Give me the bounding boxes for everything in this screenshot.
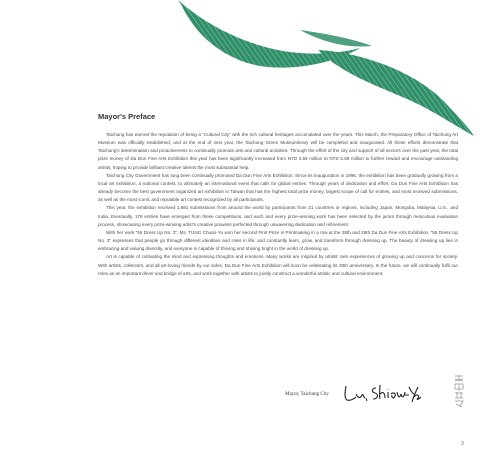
page-number: 3 bbox=[461, 441, 464, 447]
seal-stamp bbox=[452, 374, 466, 408]
preface-body bbox=[98, 131, 458, 278]
signature-title: Mayor, Taichung City bbox=[285, 392, 329, 397]
page-title: Mayor's Preface bbox=[98, 112, 156, 121]
leaf-stroke-right bbox=[318, 50, 474, 136]
leaf-stroke-tip bbox=[300, 30, 372, 46]
paragraph: With her work “55 Dress Up No. 3”, Ms. TUNG Chuan-Yu won her second First Prize in Printmaking in a row at the 28th and 29th Da Dun Fine Arts Exhibition. “55 Dress Up No. 3” expresses that people go through different identities and roles in life, and constantly learn, grow, and transform through dressing up. The beauty of dressing up lies in embracing and valuing diversity, and everyone is capable of thriving and shining bright in the world of dressing up. bbox=[98, 229, 458, 252]
paragraph: Taichung City Government has long been continually promoted Da Dun Fine Arts Exhibition. Since its inauguration in 1996, the exhibition has been gradually growing from a local art exhibition, a national contest, to ultimately an international event that calls for global entries. Through years of dedication and effort, Da Dun Fine Arts Exhibition has already become the best government organized art exhibition in Taiwan that has the highest total prize money, largest scope of call for entries, and most received submissions, as well as the most iconic and reputable art contest recognized by all participants. bbox=[98, 172, 458, 203]
decorative-leaf-strokes bbox=[0, 0, 480, 140]
paragraph: Taichung has earned the reputation of being a “Cultural City” with the rich cultural heritages accumulated over the years. This March, the Preparatory Office of Taichung Art Museum was officially established, and at the end of next year, the Taichung Green Museumbrary will be completed and inaugurated. All these efforts demonstrate that Taichung's determination and proactiveness to continually promote arts and cultural activities. Through the effort of the city and support of all sectors over the past year, the total prize money of Da Dun Fine Arts Exhibition this year has been significantly increased from NTD 3.56 million to NTD 5.69 million to further reward and encourage outstanding artists, hoping to provide brilliant creative talents the most substantial help. bbox=[98, 132, 458, 170]
mayor-signature bbox=[342, 382, 422, 406]
paragraph: Art is capable of cultivating the mind and expressing thoughts and emotions. Many works are inspired by artists' own experiences of growing up and concerns for society. With artists, collectors, and all art-loving friends by our sides, Da Dun Fine Arts Exhibition will soon be celebrating its 30th anniversary. In the future, we will continually fulfil our roles as an important driver and bridge of arts, and work together with artists to jointly construct a wonderful artistic and cultural environment. bbox=[98, 254, 458, 276]
paragraph: This year, the exhibition received 1,881 submissions from around the world by participants from 21 countries or regions, including Japan, Mongolia, Malaysia, U.S., and India. Eventually, 176 entries have emerged from these competitions, and each and every prize-winning work has been selected by the jurors through meticulous evaluation process, showcasing every prize-winning artist's creative prowess perfected through unwavering dedication and refinement. bbox=[98, 205, 458, 227]
